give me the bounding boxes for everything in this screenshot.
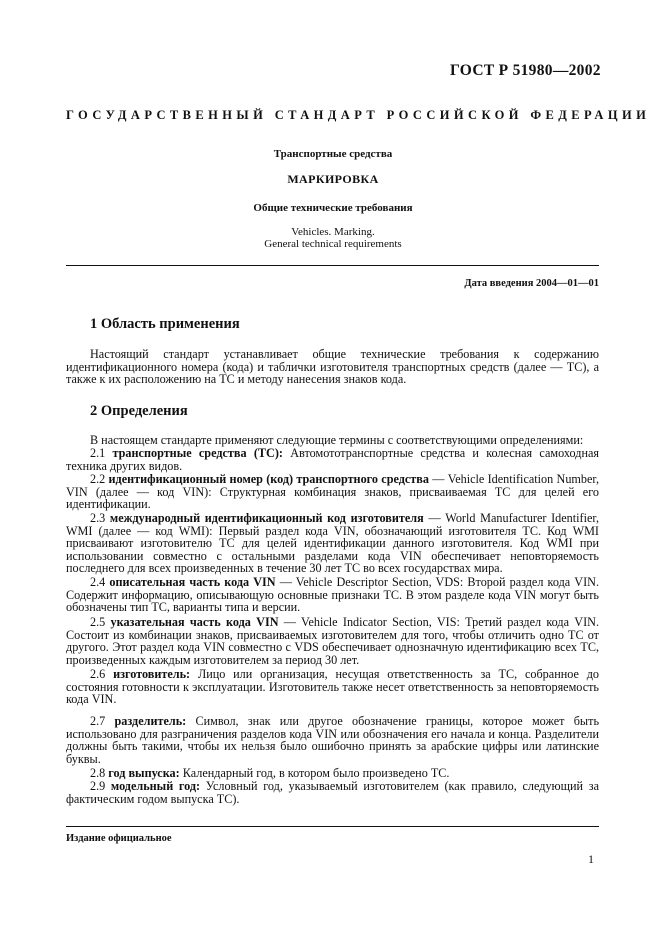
definition-term: год выпуска: (108, 766, 180, 780)
definition-term: модельный год: (110, 779, 201, 793)
definition-2-2 (66, 473, 599, 511)
definition-term: изготовитель: (113, 667, 191, 681)
definition-number: 2.4 (90, 575, 106, 589)
introduction-date: Дата введения 2004—01—01 (464, 278, 599, 289)
definition-term: идентификационный номер (код) транспортного средства (108, 472, 429, 486)
definition-text: Автомототранспортные средства и колесная самоходная техника других видов. (66, 446, 600, 473)
definition-text: Календарный год, в котором было произведено ТС. (182, 766, 450, 780)
definition-term: указательная часть кода VIN (110, 615, 279, 629)
english-title-line-1: Vehicles. Marking. (291, 226, 375, 238)
definition-term: международный идентификационный код изготовителя (109, 511, 424, 525)
definition-number: 2.6 (90, 667, 106, 681)
definition-2-4 (66, 576, 599, 614)
definition-2-7 (66, 715, 599, 765)
standard-banner: ГОСУДАРСТВЕННЫЙ СТАНДАРТ РОССИЙСКОЙ ФЕДЕРАЦИИ (66, 108, 651, 122)
definition-number: 2.5 (90, 615, 106, 629)
section-2-intro: В настоящем стандарте применяют следующие термины с соответствующими определениями: (90, 433, 584, 447)
definition-text: — Vehicle Indicator Section, VIS: Третий раздел кода VIN. Состоит из комбинации знаков, присваиваемых изготовителем для того, чтобы отличить одно ТС от другого. Этот раздел кода VIN совместно с VDS обеспечивает однозначную идентификацию всех ТС, произведенных каждым изготовителем за период 30 лет. (66, 615, 600, 667)
section-2-heading: 2 Определения (90, 403, 188, 419)
definition-2-1 (66, 447, 599, 472)
definition-term: описательная часть кода VIN (109, 575, 276, 589)
definition-text: — Vehicle Identification Number, VIN (далее — код VIN): Структурная комбинация знаков, присваиваемая ТС для целей его идентификации. (66, 472, 600, 512)
definition-2-8 (66, 767, 599, 780)
definition-number: 2.1 (90, 446, 106, 460)
document-number: ГОСТ Р 51980—2002 (450, 62, 601, 79)
definition-2-9 (66, 780, 599, 805)
definition-2-5 (66, 616, 599, 666)
definition-number: 2.8 (90, 766, 106, 780)
header-divider (66, 265, 599, 266)
document-title: МАРКИРОВКА (287, 172, 379, 186)
section-1-heading: 1 Область применения (90, 316, 240, 332)
definition-text: — World Manufacturer Identifier, WMI (далее — код WMI): Первый раздел кода VIN, обозначающий изготовителя ТС. Код WMI присваивают изготовителю ТС для целей идентификации данного изготовителя. Код WMI при использовании совместно с остальными разделами кода VIN обеспечивает неповторяемость последнего для всех произведенных в течение 30 лет ТС во всех государствах мира. (66, 511, 600, 576)
subject-line: Транспортные средства (273, 148, 393, 160)
definition-number: 2.3 (90, 511, 106, 525)
official-edition-label: Издание официальное (66, 833, 172, 844)
page-number: 1 (588, 852, 594, 866)
definition-number: 2.7 (90, 714, 106, 728)
english-title-line-2: General technical requirements (264, 238, 402, 250)
definition-text: Условный год, указываемый изготовителем (как правило, следующий за фактическим годом выпуска ТС). (66, 779, 599, 806)
definition-2-6 (66, 668, 599, 706)
definition-2-3 (66, 512, 599, 575)
section-1-text: Настоящий стандарт устанавливает общие технические требования к содержанию идентификационного номера (кода) и таблички изготовителя транспортных средств (далее — ТС), а также к их расположению на ТС и методу нанесения знаков кода. (66, 347, 599, 387)
definition-number: 2.2 (90, 472, 106, 486)
definition-term: транспортные средства (ТС): (112, 446, 283, 460)
definition-number: 2.9 (90, 779, 106, 793)
definition-term: разделитель: (114, 714, 187, 728)
document-subtitle: Общие технические требования (253, 202, 413, 214)
definition-text: Символ, знак или другое обозначение границы, которое может быть использовано для разграничения разделов кода VIN или обозначения его начала и конца. Разделители должны быть такими, чтобы их нельзя было ошибочно принять за арабские цифры или латинские буквы. (66, 714, 600, 766)
footer-divider (66, 826, 599, 827)
definition-text: Лицо или организация, несущая ответственность за ТС, собранное до состояния готовности к эксплуатации. Изготовитель также несет ответственность за неповторяемость кода VIN. (66, 667, 600, 707)
definition-text: — Vehicle Descriptor Section, VDS: Второй раздел кода VIN. Содержит информацию, описывающую основные признаки ТС. В этом разделе кода VIN могут быть обозначены тип ТС, варианты типа и версии. (66, 575, 600, 615)
